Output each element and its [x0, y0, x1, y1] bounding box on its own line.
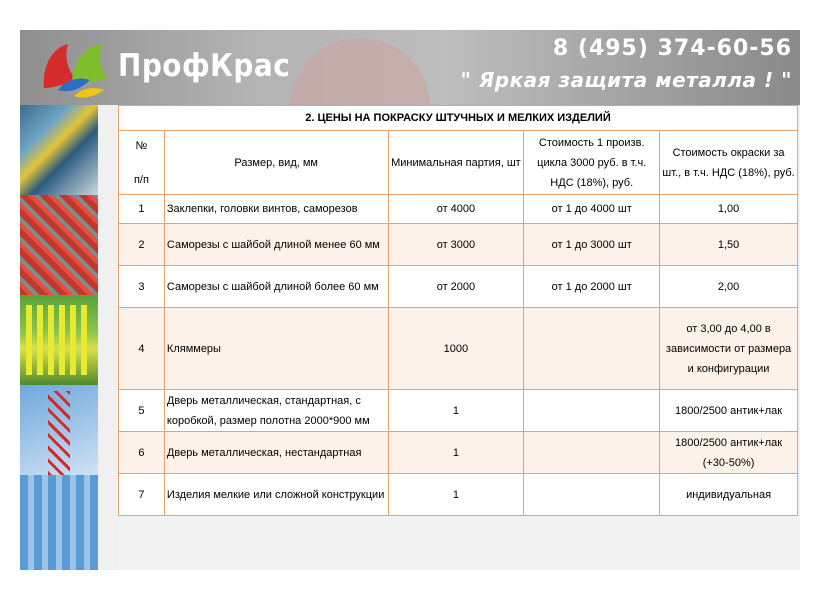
row-item: Заклепки, головки винтов, саморезов [164, 195, 388, 224]
row-item: Дверь металлическая, стандартная, с коробкой, размер полотна 2000*900 мм [164, 390, 388, 432]
row-price: от 3,00 до 4,00 в зависимости от размера и конфигурации [660, 308, 798, 390]
row-price: 1800/2500 антик+лак [660, 390, 798, 432]
roof-sheet-photo [20, 475, 98, 570]
row-batch: 1 [388, 390, 524, 432]
table-row [119, 432, 798, 474]
grating-photo [20, 195, 98, 295]
row-cycle [524, 308, 660, 390]
table-row [119, 195, 798, 224]
phone-number: 8 (495) 374-60-56 [552, 36, 792, 61]
photo-strip [20, 105, 98, 570]
fence-photo [20, 295, 98, 385]
row-item: Кляммеры [164, 308, 388, 390]
row-cycle [524, 432, 660, 474]
row-price: индивидуальная [660, 474, 798, 516]
slogan: " Яркая защита металла ! " [460, 68, 792, 92]
slide [20, 30, 800, 570]
header-number [119, 131, 165, 195]
factory-photo [20, 105, 98, 195]
row-batch: от 4000 [388, 195, 524, 224]
table-row [119, 390, 798, 432]
parrots-logo-icon [38, 36, 118, 105]
row-number: 1 [119, 195, 165, 224]
price-table [118, 105, 798, 516]
table-row [119, 266, 798, 308]
row-batch: 1 [388, 432, 524, 474]
header-size: Размер, вид, мм [164, 131, 388, 195]
row-item: Саморезы с шайбой длиной более 60 мм [164, 266, 388, 308]
row-batch: 1000 [388, 308, 524, 390]
table-row [119, 308, 798, 390]
row-cycle [524, 474, 660, 516]
header-unit-cost: Стоимость окраски за шт., в т.ч. НДС (18%), руб. [660, 131, 798, 195]
row-batch: от 2000 [388, 266, 524, 308]
palette-watermark-icon [290, 38, 430, 105]
row-number: 4 [119, 308, 165, 390]
header-min-batch: Минимальная партия, шт [388, 131, 524, 195]
row-item: Изделия мелкие или сложной конструкции [164, 474, 388, 516]
row-item: Саморезы с шайбой длиной менее 60 мм [164, 224, 388, 266]
row-batch: от 3000 [388, 224, 524, 266]
row-number: 6 [119, 432, 165, 474]
table-title: 2. ЦЕНЫ НА ПОКРАСКУ ШТУЧНЫХ И МЕЛКИХ ИЗДЕЛИЙ [119, 106, 798, 131]
row-number: 3 [119, 266, 165, 308]
row-item: Дверь металлическая, нестандартная [164, 432, 388, 474]
tower-photo [20, 385, 98, 475]
table-row [119, 474, 798, 516]
brand-name: ПрофКрас [118, 48, 291, 84]
row-price: 1,00 [660, 195, 798, 224]
row-batch: 1 [388, 474, 524, 516]
row-cycle: от 1 до 4000 шт [524, 195, 660, 224]
price-document [118, 105, 800, 570]
row-number: 7 [119, 474, 165, 516]
row-cycle [524, 390, 660, 432]
header-number-top: № [135, 139, 148, 152]
row-price: 2,00 [660, 266, 798, 308]
row-number: 5 [119, 390, 165, 432]
row-price: 1,50 [660, 224, 798, 266]
row-cycle: от 1 до 3000 шт [524, 224, 660, 266]
header-banner [20, 30, 800, 105]
row-price: 1800/2500 антик+лак (+30-50%) [660, 432, 798, 474]
row-cycle: от 1 до 2000 шт [524, 266, 660, 308]
header-number-bottom: п/п [133, 173, 149, 186]
row-number: 2 [119, 224, 165, 266]
table-row [119, 224, 798, 266]
header-cycle-cost: Стоимость 1 произв. цикла 3000 руб. в т.ч. НДС (18%), руб. [524, 131, 660, 195]
